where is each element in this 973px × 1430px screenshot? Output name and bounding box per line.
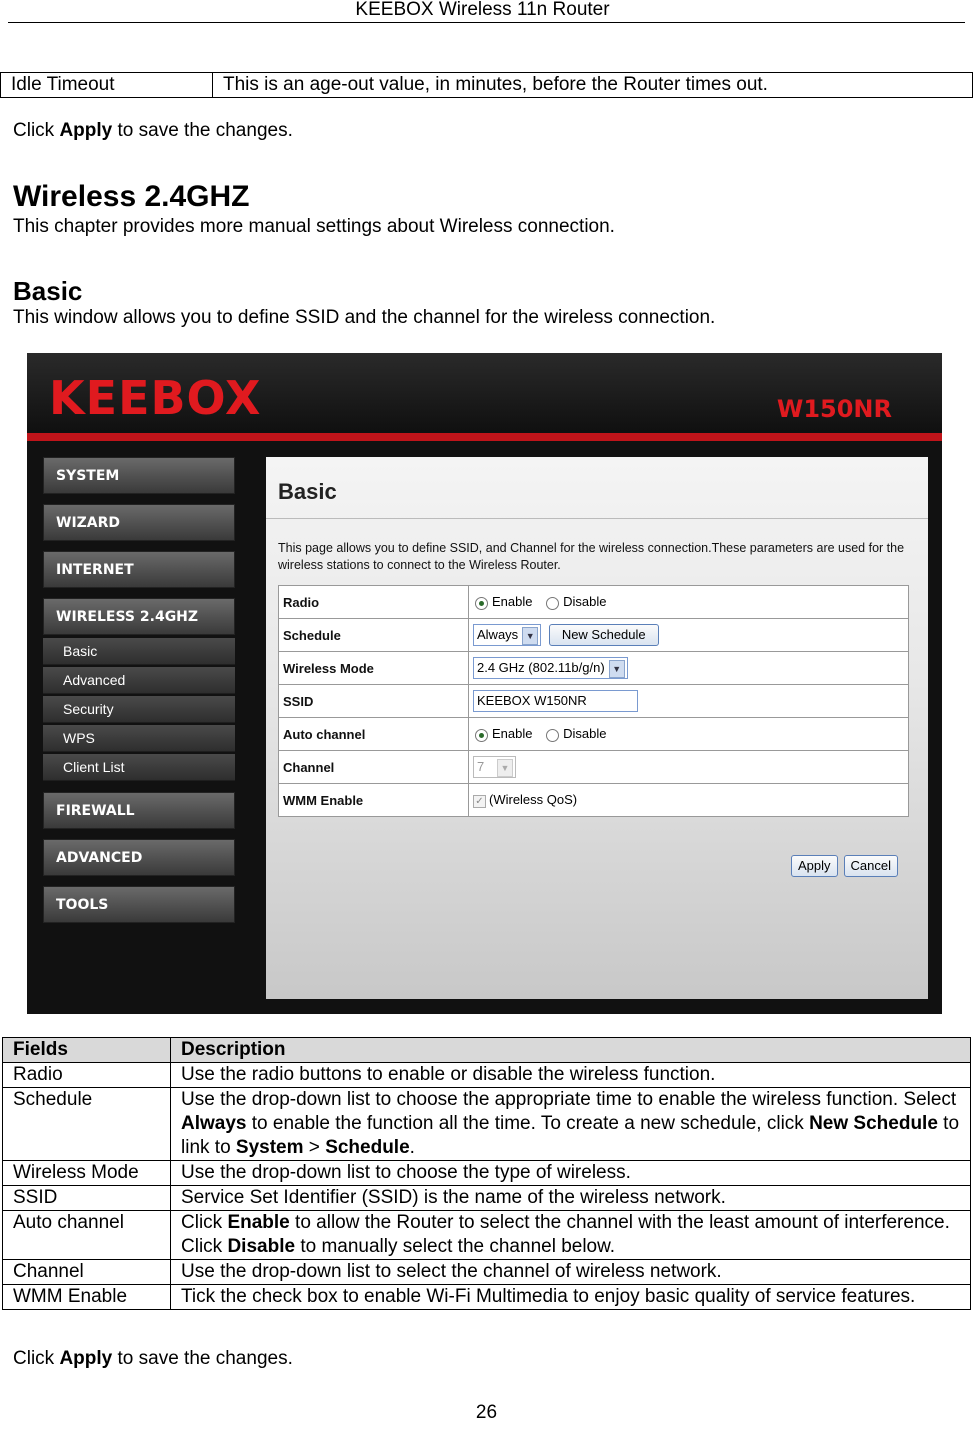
description-cell [171, 1211, 971, 1260]
apply-note-bold: Apply [59, 1348, 113, 1369]
model-name: W150NR [776, 395, 892, 423]
nav-wizard[interactable]: WIZARD [43, 504, 235, 541]
description-cell: Tick the check box to enable Wi-Fi Multimedia to enjoy basic quality of service features. [171, 1285, 971, 1310]
form-row-channel [279, 751, 909, 784]
channel-select-value: 7 [477, 759, 485, 774]
description-cell: Service Set Identifier (SSID) is the name of the wireless network. [171, 1186, 971, 1211]
table-row [3, 1260, 971, 1285]
header-description [171, 1038, 971, 1063]
description-cell: Use the drop-down list to choose the type of wireless. [171, 1161, 971, 1186]
apply-note-bottom [13, 1348, 293, 1370]
nav-sub-client-list[interactable]: Client List [43, 754, 235, 781]
header-fields-text: Fields [13, 1039, 68, 1060]
form-label: WMM Enable [279, 784, 469, 817]
field-cell: SSID [3, 1186, 171, 1211]
fields-table [2, 1037, 971, 1310]
form-label: Wireless Mode [279, 652, 469, 685]
desc-text: > [303, 1137, 326, 1158]
description-cell: Use the drop-down list to select the channel of wireless network. [171, 1260, 971, 1285]
wireless-mode-select[interactable] [473, 657, 628, 679]
auto-channel-disable[interactable] [546, 729, 559, 742]
form-label: SSID [279, 685, 469, 718]
panel-description: This page allows you to define SSID, and Channel for the wireless connection.These parameters are used for the wireless stations to connect to the Wireless Router. [278, 541, 905, 572]
panel-title: Basic [278, 479, 337, 504]
table-row [1, 73, 973, 98]
description-cell: This is an age-out value, in minutes, before the Router times out. [213, 73, 973, 98]
table-row [3, 1285, 971, 1310]
chevron-down-icon: ▼ [522, 627, 538, 645]
channel-select[interactable] [473, 756, 516, 778]
apply-note-text-end: to save the changes. [112, 120, 293, 141]
settings-form [278, 585, 909, 817]
form-row-ssid [279, 685, 909, 718]
desc-bold: Always [181, 1113, 247, 1134]
header-red-bar [27, 433, 942, 441]
section-title: Wireless 2.4GHZ [13, 180, 250, 213]
description-cell [171, 1088, 971, 1161]
auto-enable-label: Enable [492, 726, 533, 742]
subsection-intro: This window allows you to define SSID and the channel for the wireless connection. [13, 307, 716, 328]
desc-text: . [409, 1137, 415, 1158]
form-value [469, 619, 909, 652]
wmm-checkbox[interactable]: ✓ [473, 795, 486, 808]
form-row-wmm [279, 784, 909, 817]
table-row [3, 1161, 971, 1186]
form-label: Channel [279, 751, 469, 784]
radio-disable-label: Disable [563, 594, 607, 610]
field-cell: Radio [3, 1063, 171, 1088]
chevron-down-icon: ▼ [609, 660, 625, 678]
field-cell: Idle Timeout [1, 73, 213, 98]
nav-internet[interactable]: INTERNET [43, 551, 235, 588]
apply-note-bold: Apply [59, 120, 113, 141]
form-row-schedule [279, 619, 909, 652]
nav-tools[interactable]: TOOLS [43, 886, 235, 923]
apply-note-text: Click [13, 120, 60, 141]
apply-note-text-end: to save the changes. [112, 1348, 293, 1369]
field-cell: Schedule [3, 1088, 171, 1161]
page-number: 26 [475, 1402, 498, 1423]
field-cell: Auto channel [3, 1211, 171, 1260]
new-schedule-button[interactable]: New Schedule [549, 624, 659, 646]
form-label: Radio [279, 586, 469, 619]
header-description-text: Description [181, 1039, 286, 1060]
nav-sub-advanced[interactable]: Advanced [43, 667, 235, 694]
form-label: Schedule [279, 619, 469, 652]
nav-sub-security[interactable]: Security [43, 696, 235, 723]
desc-text: to manually select the channel below. [295, 1236, 616, 1257]
panel-divider [266, 518, 928, 519]
form-value [469, 718, 909, 751]
page-header: KEEBOX Wireless 11n Router [355, 0, 610, 20]
nav-firewall[interactable]: FIREWALL [43, 792, 235, 829]
desc-text: Click [181, 1212, 228, 1233]
auto-channel-enable[interactable] [475, 729, 488, 742]
nav-sub-wps[interactable]: WPS [43, 725, 235, 752]
apply-note [13, 120, 293, 142]
form-row-mode [279, 652, 909, 685]
form-value [469, 652, 909, 685]
section-intro: This chapter provides more manual settings about Wireless connection. [13, 216, 615, 237]
subsection-title: Basic [13, 276, 83, 306]
chevron-down-icon: ▼ [497, 759, 513, 777]
auto-disable-label: Disable [563, 726, 607, 742]
schedule-select-value: Always [477, 627, 519, 642]
desc-bold: Enable [227, 1212, 290, 1233]
desc-bold: Disable [227, 1236, 296, 1257]
apply-note-text: Click [13, 1348, 60, 1369]
form-value [469, 751, 909, 784]
radio-enable-label: Enable [492, 594, 533, 610]
radio-enable[interactable] [475, 597, 488, 610]
nav-system[interactable]: SYSTEM [43, 457, 235, 494]
table-row [3, 1088, 971, 1161]
panel-buttons [791, 855, 904, 877]
idle-timeout-table [0, 72, 973, 98]
field-cell: Wireless Mode [3, 1161, 171, 1186]
table-row [3, 1063, 971, 1088]
schedule-select[interactable] [473, 624, 541, 646]
wmm-label: (Wireless QoS) [489, 792, 578, 808]
nav-wireless[interactable]: WIRELESS 2.4GHZ [43, 598, 235, 635]
form-label: Auto channel [279, 718, 469, 751]
desc-text: to allow the Router to select the channel with the least amount of interference. Click [181, 1212, 950, 1257]
wireless-mode-value: 2.4 GHz (802.11b/g/n) [477, 660, 605, 675]
desc-text: to link to [181, 1113, 960, 1158]
desc-bold: Schedule [325, 1137, 410, 1158]
cancel-button[interactable]: Cancel [844, 855, 898, 877]
form-value [469, 685, 909, 718]
field-cell: Channel [3, 1260, 171, 1285]
desc-text: Use the drop-down list to choose the appropriate time to enable the wireless function. Select [181, 1089, 957, 1110]
desc-text: to enable the function all the time. To create a new schedule, click [246, 1113, 810, 1134]
form-row-radio [279, 586, 909, 619]
apply-button[interactable]: Apply [791, 855, 838, 877]
table-row [3, 1211, 971, 1260]
desc-bold: New Schedule [809, 1113, 938, 1134]
form-value [469, 586, 909, 619]
table-header-row [3, 1038, 971, 1063]
keebox-logo: KEEBOX [49, 371, 262, 425]
table-row [3, 1186, 971, 1211]
field-cell: WMM Enable [3, 1285, 171, 1310]
header-rule [8, 22, 965, 23]
radio-disable[interactable] [546, 597, 559, 610]
form-row-auto-channel [279, 718, 909, 751]
router-screenshot [27, 353, 942, 1014]
nav-sub-basic[interactable]: Basic [43, 638, 235, 665]
description-cell: Use the radio buttons to enable or disable the wireless function. [171, 1063, 971, 1088]
nav-advanced[interactable]: ADVANCED [43, 839, 235, 876]
header-fields [3, 1038, 171, 1063]
content-panel [266, 457, 928, 999]
form-value [469, 784, 909, 817]
desc-bold: System [235, 1137, 304, 1158]
ssid-input[interactable]: KEEBOX W150NR [473, 690, 638, 712]
